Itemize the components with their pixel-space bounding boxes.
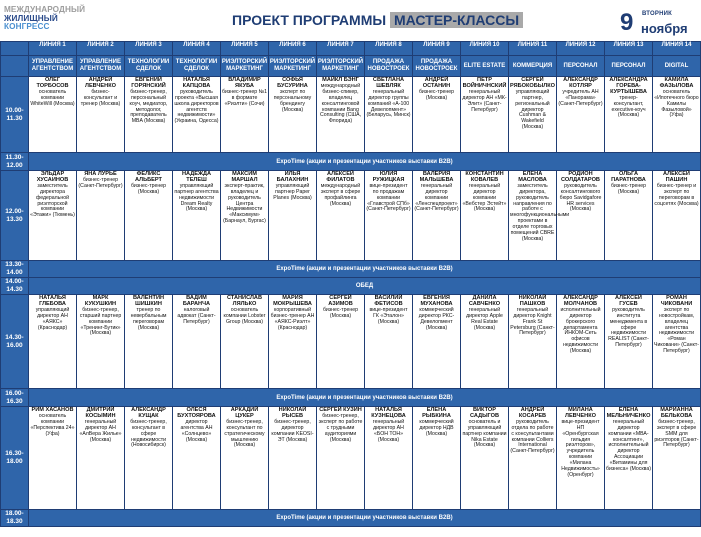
- speaker-cell: [461, 407, 509, 510]
- speaker-description: бизнес-тренер, персональный коуч, медиатор, методолог, преподаватель MBA (Москва): [129, 88, 168, 125]
- session-row: [1, 77, 701, 153]
- expo-band-row: [1, 153, 701, 171]
- speaker-description: управляющий партнер, региональный директор Cushman & Wakefield (Москва): [515, 88, 550, 131]
- speaker-cell: [317, 407, 365, 510]
- speaker-description: коммерческий директор НДВ (Москва): [419, 418, 454, 437]
- line-header: ЛИНИЯ 1: [29, 42, 77, 56]
- speaker-name: ВИКТОР САДЫГОВ: [469, 407, 500, 419]
- speaker-name: КОНСТАНТИН КОВАЛЕВ: [465, 171, 504, 183]
- speaker-name: МАРИЯ МОКРЫШЕВА: [273, 295, 312, 307]
- speaker-name: СОФЬЯ БУСУРИНА: [277, 77, 308, 89]
- corner-cell: [1, 42, 29, 56]
- lines-row: [1, 42, 701, 56]
- speaker-description: основатель компании Lobster Group (Москва): [223, 306, 266, 325]
- speaker-name: ЕВГЕНИЙ ГОРЯНСКИЙ: [131, 77, 166, 89]
- categories-row: [1, 56, 701, 77]
- speaker-description: международный эксперт в сфере профайлинга (Москва): [320, 182, 361, 207]
- category-header: ПЕРСОНАЛ: [557, 56, 605, 77]
- line-header: ЛИНИЯ 9: [413, 42, 461, 56]
- date-day: 9: [620, 9, 634, 36]
- speaker-name: ЯНА ЛУРЬЕ: [84, 171, 117, 177]
- speaker-name: МАРК КУКУШКИН: [84, 295, 117, 307]
- speaker-cell: [365, 295, 413, 389]
- speaker-description: управляющий партнер агентства недвижимости Dream Realty (Москва): [174, 182, 219, 213]
- speaker-description: бизнес-тренер, старший партнер компании «Тренинг-Бутик» (Москва): [79, 306, 122, 337]
- speaker-description: основатель компании WhiteWill (Москва): [30, 88, 75, 107]
- lunch-band-row: [1, 278, 701, 295]
- speaker-name: ОЛЕГ ТОРБОСОВ: [36, 77, 69, 89]
- speaker-description: бизнес-тренер, директор компании KEOSI-ЭТ (Москва): [271, 418, 314, 443]
- speaker-description: руководитель института менеджмента в сфере недвижимости REALIST (Санкт-Петербург): [608, 306, 649, 349]
- speaker-description: бизнес-тренер (Санкт-Петербург): [78, 176, 123, 189]
- speaker-name: СЕРГЕЙ АЗИМОВ: [328, 295, 353, 307]
- category-header: ТЕХНОЛОГИИ СДЕЛОК: [173, 56, 221, 77]
- speaker-cell: [413, 295, 461, 389]
- speaker-name: АЛЕКСЕЙ ГУСЕВ: [615, 295, 642, 307]
- speaker-description: эксперт по новостройкам, владелец агентства недвижимости «Роман Чиковани» (Санкт-Петербург): [654, 306, 699, 355]
- speaker-cell: [221, 77, 269, 153]
- speaker-cell: [365, 171, 413, 261]
- speaker-cell: [77, 295, 125, 389]
- category-header: ПРОДАЖА НОВОСТРОЕК: [413, 56, 461, 77]
- speaker-description: корпоративный бизнес-тренер АН «АЯКС-Риэлт» (Краснодар): [270, 306, 315, 331]
- speaker-cell: [605, 171, 653, 261]
- category-header: УПРАВЛЕНИЕ АГЕНТСТВОМ: [29, 56, 77, 77]
- speaker-name: ИЛЬЯ БАЛАХНИН: [276, 171, 309, 183]
- speaker-description: бизнес-тренер №1 в формате «Риэлти» (Сочи): [222, 88, 267, 107]
- speaker-description: коммерческий директор РКС-Девелопмент (Москва): [418, 306, 455, 331]
- speaker-name: ФЕЛИКС АЛЬБЕРТ: [135, 171, 162, 183]
- speaker-cell: [509, 407, 557, 510]
- speaker-description: основатель компании «Перспектива 24» (Уфа): [30, 412, 75, 437]
- time-slot: 12.00- 13.30: [1, 171, 29, 261]
- speaker-description: учредитель АН «Панорама» (Санкт-Петербург): [558, 88, 603, 107]
- speaker-cell: [557, 295, 605, 389]
- speaker-description: генеральный директор компании «МВА-консалтинг», исполнительный директор Ассоциации «Витамины для бизнеса» (Москва): [606, 418, 651, 473]
- speaker-description: налоговый адвокат (Санкт-Петербург): [177, 306, 216, 325]
- speaker-description: основатель «Ипотечного бюро Камилы Фазыловой» (Уфа): [654, 88, 699, 119]
- title-highlight: МАСТЕР-КЛАССЫ: [390, 12, 523, 28]
- speaker-cell: [605, 77, 653, 153]
- expo-band: ExpoTime (акции и презентации участников выставки B2B): [29, 261, 701, 278]
- speaker-description: бизнес-тренер и эксперт по переговорам в соцсетях (Москва): [654, 182, 699, 207]
- speaker-cell: [413, 171, 461, 261]
- speaker-name: ДМИТРИЙ КОСЫМИН: [85, 407, 116, 419]
- speaker-cell: [413, 407, 461, 510]
- speaker-cell: [173, 407, 221, 510]
- speaker-description: генеральный директор группы компаний «А-100 Девелопмент» (Беларусь, Минск): [366, 88, 411, 119]
- expo-band-row: [1, 389, 701, 407]
- speaker-name: ЕВГЕНИЯ МУХАНОВА: [420, 295, 453, 307]
- category-header: КОММЕРЦИЯ: [509, 56, 557, 77]
- speaker-description: вице-президент ГК «Эталон» (Москва): [369, 306, 408, 325]
- speaker-cell: [413, 77, 461, 153]
- line-header: ЛИНИЯ 3: [125, 42, 173, 56]
- speaker-name: НАТАЛЬЯ КУЗНЕЦОВА: [371, 407, 406, 419]
- time-slot: 11.30- 12.00: [1, 153, 29, 171]
- lunch-band: ОБЕД: [29, 278, 701, 295]
- speaker-cell: [653, 77, 701, 153]
- speaker-name: КАМИЛА ФАЗЫЛОВА: [659, 77, 694, 89]
- speaker-name: СЕРГЕЙ РЯБОКОБЫЛКО: [510, 77, 555, 89]
- date-weekday: ВТОРНИК: [642, 11, 672, 17]
- speaker-cell: [653, 407, 701, 510]
- speaker-name: АНДРЕЙ ОСТАНИН: [422, 77, 451, 89]
- speaker-name: ВАДИМ БАРАНЧА: [182, 295, 211, 307]
- category-header: ELITE ESTATE: [461, 56, 509, 77]
- time-slot: 13.30- 14.00: [1, 261, 29, 278]
- speaker-cell: [269, 295, 317, 389]
- speaker-name: СТАНИСЛАВ ЛЯЛЬКО: [227, 295, 262, 307]
- speaker-cell: [77, 407, 125, 510]
- speaker-name: СЕРГЕЙ КУЗИН: [319, 407, 362, 413]
- speaker-description: бизнес-тренер (Москва): [418, 88, 455, 101]
- speaker-cell: [29, 171, 77, 261]
- speaker-description: бизнес-тренер, эксперт по работе с трудными аудиториями (Москва): [318, 412, 363, 443]
- speaker-description: основатель и управляющий партнер компании Nika Estate (Москва): [462, 418, 507, 449]
- speaker-name: ПЕТР ВОЙНИЧНСКИЙ: [462, 77, 507, 89]
- speaker-cell: [269, 171, 317, 261]
- speaker-name: АРКАДИЙ ЦУКЕР: [230, 407, 259, 419]
- category-header: ТЕХНОЛОГИИ СДЕЛОК: [125, 56, 173, 77]
- speaker-cell: [173, 171, 221, 261]
- speaker-name: НИКОЛАЙ ПАШКОВ: [518, 295, 547, 307]
- line-header: ЛИНИЯ 10: [461, 42, 509, 56]
- speaker-cell: [221, 407, 269, 510]
- speaker-name: АНДРЕЙ ЛЕВЧЕНКО: [85, 77, 116, 89]
- speaker-cell: [221, 295, 269, 389]
- expo-band: ExpoTime (акции и презентации участников выставки B2B): [29, 389, 701, 407]
- line-header: ЛИНИЯ 8: [365, 42, 413, 56]
- category-header: DIGITAL: [653, 56, 701, 77]
- category-header: РИЭЛТОРСКИЙ МАРКЕТИНГ: [269, 56, 317, 77]
- speaker-name: ЮЛИЯ РУЖИЦКАЯ: [372, 171, 405, 183]
- speaker-cell: [125, 295, 173, 389]
- speaker-cell: [509, 77, 557, 153]
- time-slot: 16.00- 16.30: [1, 389, 29, 407]
- speaker-cell: [653, 295, 701, 389]
- speaker-cell: [605, 295, 653, 389]
- date-month: ноября: [641, 21, 688, 36]
- speaker-description: управляющий партнер Paper Planes (Москва): [273, 182, 312, 201]
- session-row: [1, 407, 701, 510]
- speaker-cell: [269, 407, 317, 510]
- speaker-description: вице-президент НП «Оренбургская гильдия риэлторов», учредитель компании «Милана Недвижимость» (Оренбург): [561, 418, 600, 478]
- date-block: [620, 9, 688, 37]
- speaker-name: ЕЛЕНА МАСЛОВА: [518, 171, 547, 183]
- speaker-cell: [29, 407, 77, 510]
- category-header: РИЭЛТОРСКИЙ МАРКЕТИНГ: [221, 56, 269, 77]
- speaker-cell: [317, 295, 365, 389]
- speaker-description: эксперт по персональному брендингу (Москва): [273, 88, 312, 113]
- speaker-cell: [365, 77, 413, 153]
- line-header: ЛИНИЯ 14: [653, 42, 701, 56]
- speaker-cell: [77, 171, 125, 261]
- speaker-cell: [317, 77, 365, 153]
- time-slot: 14.30- 16.00: [1, 295, 29, 389]
- speaker-name: ОЛЬГА ПАРАТНОВА: [611, 171, 646, 183]
- speaker-description: бизнес-тренер, консультант в сфере недвижимости (Новосибирск): [130, 418, 167, 449]
- time-slot: 14.00- 14.30: [1, 278, 29, 295]
- speaker-cell: [557, 77, 605, 153]
- time-slot: 16.30- 18.00: [1, 407, 29, 510]
- time-slot: 18.00- 18.30: [1, 510, 29, 527]
- speaker-name: НИКОЛАЙ РЫСЕВ: [278, 407, 307, 419]
- speaker-name: ДАНИЛА САВЧЕНКО: [468, 295, 501, 307]
- category-header: ПЕРСОНАЛ: [605, 56, 653, 77]
- speaker-description: генеральный директор АН «АлВера Жилье» (Москва): [79, 418, 122, 443]
- speaker-description: руководитель проекта «Высшая школа директоров агентств недвижимости» (Украина, Одесса): [174, 88, 219, 125]
- expo-band: ExpoTime (акции и презентации участников выставки B2B): [29, 510, 701, 527]
- corner-cell: [1, 56, 29, 77]
- speaker-cell: [173, 295, 221, 389]
- speaker-name: РОМАН ЧИКОВАНИ: [660, 295, 693, 307]
- speaker-description: управляющий директор АН «АЯКС» (Краснодар): [35, 306, 70, 331]
- speaker-name: ЭЛЬДАР ХУСАИНОВ: [36, 171, 69, 183]
- speaker-cell: [125, 407, 173, 510]
- speaker-cell: [653, 171, 701, 261]
- time-slot: 10.00- 11.30: [1, 77, 29, 153]
- speaker-description: тренер-консультант, executive-коуч (Москва): [611, 94, 646, 119]
- category-header: ПРОДАЖА НОВОСТРОЕК: [365, 56, 413, 77]
- speaker-cell: [317, 171, 365, 261]
- speaker-cell: [365, 407, 413, 510]
- speaker-description: заместитель директора федеральной риэлторской компании «Этажи» (Тюмень): [30, 182, 75, 219]
- congress-logo: [4, 6, 99, 32]
- speaker-description: генеральный директор АН «МК-Элит» (Санкт-Петербург): [462, 88, 507, 113]
- speaker-description: бизнес-тренер (Москва): [610, 182, 647, 195]
- speaker-name: НАТАЛЬЯ КАПЦОВА: [182, 77, 211, 89]
- speaker-name: НАТАЛЬЯ ГЛЕБОВА: [39, 295, 66, 307]
- speaker-name: АЛЕКСЕЙ ФИЛАТОВ: [326, 171, 355, 183]
- logo-line2: ЖИЛИЩНЫЙ: [4, 13, 58, 23]
- speaker-description: генеральный директор компании «Ленспецпроект» (Санкт-Петербург): [414, 182, 459, 213]
- speaker-description: руководитель консалтингового бюро Savidgafore HR services (Москва): [559, 182, 602, 213]
- schedule-table: [0, 41, 701, 527]
- expo-band: ExpoTime (акции и презентации участников выставки B2B): [29, 153, 701, 171]
- speaker-cell: [29, 295, 77, 389]
- speaker-description: эксперт-практик, владелец и руководитель Центра Недвижимости «Максимум» (Барнаул, Бургас): [223, 182, 266, 225]
- speaker-name: МАРИАННА БЕЛЬКОВА: [660, 407, 693, 419]
- speaker-name: АЛЕКСАНДР КУЩАК: [131, 407, 166, 419]
- speaker-name: ВАЛЕРИЯ МАЛЬШЕВА: [419, 171, 454, 183]
- title-prefix: ПРОЕКТ ПРОГРАММЫ: [232, 12, 387, 28]
- speaker-description: бизнес-консультант и тренер (Москва): [80, 88, 121, 107]
- speaker-cell: [509, 171, 570, 261]
- speaker-name: АЛЕКСАНДРА ГОРЕВА-КУРТЫШЕВА: [609, 77, 648, 95]
- speaker-description: бизнес-тренер, консультант по стратегическому мышлению (Москва): [224, 418, 265, 449]
- line-header: ЛИНИЯ 13: [605, 42, 653, 56]
- speaker-cell: [461, 295, 509, 389]
- speaker-description: генеральный директор Knight Frank St Petersburg (Санкт-Петербург): [510, 306, 555, 337]
- speaker-description: руководитель отдела по работе с консультантами компании Colliers International (Санкт-Петербург): [510, 418, 555, 455]
- page-header: [0, 0, 700, 40]
- speaker-description: бизнес-тренер, эксперт в сфере SMM для риэлторов (Санкт-Петербург): [654, 418, 699, 449]
- session-row: [1, 295, 701, 389]
- line-header: ЛИНИЯ 2: [77, 42, 125, 56]
- speaker-cell: [77, 77, 125, 153]
- speaker-name: АНДРЕЙ КОСАРЕВ: [518, 407, 547, 419]
- speaker-name: СВЕТЛАНА ШЕВЛЯК: [372, 77, 405, 89]
- line-header: ЛИНИЯ 12: [557, 42, 605, 56]
- speaker-description: вице-президент по продажам компании «Главстрой СПб» (Санкт-Петербург): [366, 182, 411, 213]
- speaker-name: АЛЕКСАНДР КОТЛЯР: [563, 77, 598, 89]
- speaker-name: РИМ ХАСАНОВ: [31, 407, 74, 413]
- speaker-name: МИЛАНА ЛЕВЧЕНКО: [565, 407, 596, 419]
- speaker-name: ЕЛЕНА МЕЛЬНИЧЕНКО: [606, 407, 651, 419]
- speaker-cell: [605, 407, 653, 510]
- line-header: ЛИНИЯ 6: [269, 42, 317, 56]
- logo-line3: КОНГРЕСС: [4, 22, 50, 32]
- speaker-cell: [461, 77, 509, 153]
- speaker-name: МАКСИМ МАРШАЛ: [231, 171, 258, 183]
- speaker-description: тренер по невербальным переговорам (Москва): [130, 306, 167, 331]
- speaker-cell: [221, 171, 269, 261]
- speaker-description: исполнительный директор брокерского департамента ИНКОМ-Сеть офисов недвижимости (Москва): [560, 306, 601, 355]
- speaker-cell: [461, 171, 509, 261]
- speaker-cell: [125, 171, 173, 261]
- category-header: УПРАВЛЕНИЕ АГЕНТСТВОМ: [77, 56, 125, 77]
- speaker-name: РОДИОН СОЛДАТАРОВ: [561, 171, 600, 183]
- speaker-name: МАЙКЛ БЭНГ: [322, 77, 359, 83]
- speaker-cell: [29, 77, 77, 153]
- speaker-cell: [269, 77, 317, 153]
- speaker-name: НАДЕЖДА ТЕЛЕШ: [181, 171, 212, 183]
- speaker-description: бизнес-тренер (Москва): [322, 306, 359, 319]
- expo-band-row: [1, 261, 701, 278]
- line-header: ЛИНИЯ 11: [509, 42, 557, 56]
- session-row: [1, 171, 701, 261]
- speaker-cell: [173, 77, 221, 153]
- speaker-name: ЕЛЕНА РЫБКИНА: [422, 407, 451, 419]
- speaker-description: директор агентства АН «Солнцево» (Москва): [180, 418, 213, 443]
- speaker-name: АЛЕКСЕЙ ПАШИН: [663, 171, 690, 183]
- line-header: ЛИНИЯ 4: [173, 42, 221, 56]
- line-header: ЛИНИЯ 7: [317, 42, 365, 56]
- speaker-description: генеральный директор компании «Вебстер Эстейт» (Москва): [462, 182, 507, 213]
- speaker-name: ОЛЕСЯ БУХТОЯРОВА: [177, 407, 216, 419]
- line-header: ЛИНИЯ 5: [221, 42, 269, 56]
- speaker-name: АЛЕКСАНДР МОЛЧАНОВ: [563, 295, 598, 307]
- logo-line1: МЕЖДУНАРОДНЫЙ: [4, 5, 86, 14]
- speaker-description: генеральный директор АН «БОН ТОН» (Москва): [372, 418, 405, 443]
- speaker-description: генеральный директор Apple Real Estate (Москва): [466, 306, 503, 331]
- expo-band-row: [1, 510, 701, 527]
- speaker-cell: [509, 295, 557, 389]
- speaker-cell: [557, 407, 605, 510]
- category-header: РИЭЛТОРСКИЙ МАРКЕТИНГ: [317, 56, 365, 77]
- speaker-cell: [125, 77, 173, 153]
- speaker-name: ВАЛЕНТИН ШИШКИН: [132, 295, 165, 307]
- speaker-description: заместитель директора, руководитель направления по работе с многофункциональными проектами в отделе торговых помещений CBRE (Москва): [510, 182, 570, 242]
- page-title: [232, 12, 523, 28]
- speaker-description: бизнес-тренер (Москва): [130, 182, 167, 195]
- speaker-description: международный бизнес-спикер, владелец консалтинговой компании Bang Consulting (США, Флорида): [319, 82, 362, 125]
- speaker-name: ВЛАДИМИР ЯКУБА: [228, 77, 261, 89]
- speaker-name: ВАСИЛИЙ ФЕТИСОВ: [374, 295, 403, 307]
